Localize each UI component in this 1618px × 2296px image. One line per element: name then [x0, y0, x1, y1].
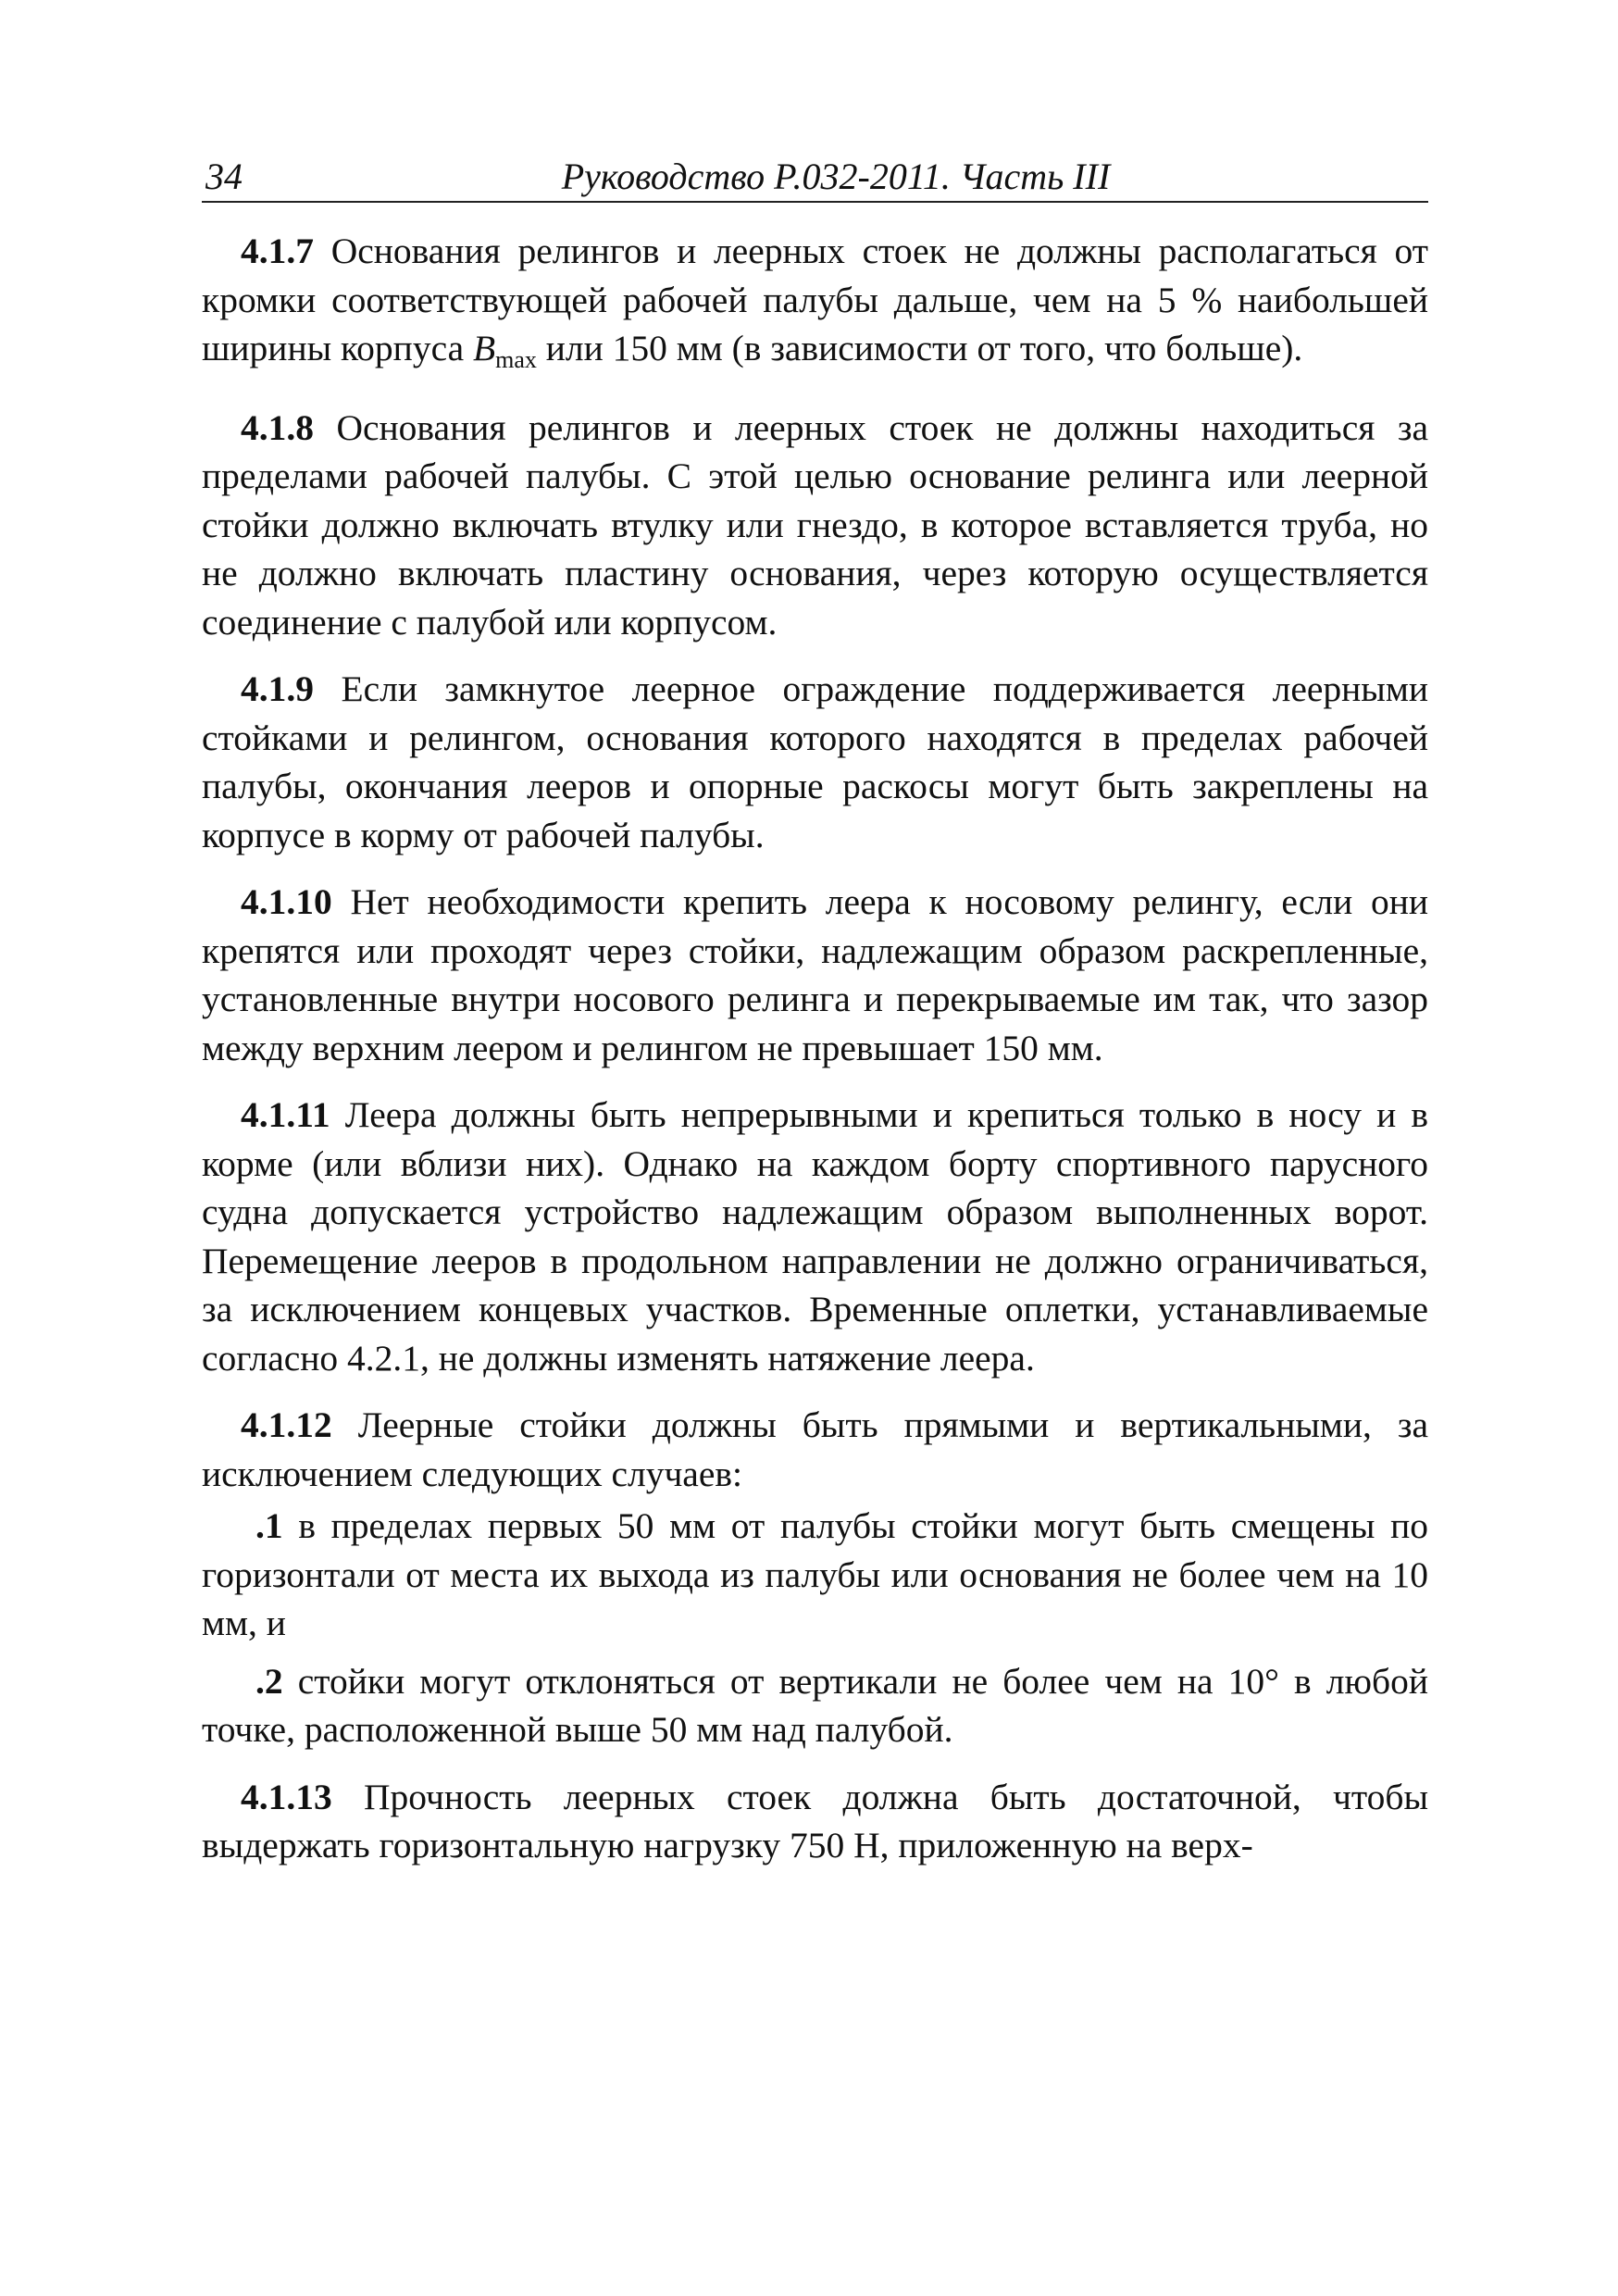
variable-symbol: B — [473, 328, 496, 368]
paragraph-4-1-9 — [202, 665, 1428, 859]
paragraph-4-1-11 — [202, 1091, 1428, 1382]
paragraph-text: Если замкнутое леерное ограждение поддерживается леерными стойками и релингом, основания которого находятся в пределах рабочей палубы, окончания лееров и опорные раскосы могут быть закреплены на корпусе в корму от рабочей палубы. — [202, 668, 1428, 855]
list-item — [202, 1657, 1428, 1754]
item-number: .2 — [255, 1660, 283, 1702]
section-number: 4.1.13 — [241, 1776, 332, 1817]
page-header — [202, 153, 1428, 203]
page-number: 34 — [205, 156, 243, 197]
paragraph-4-1-13 — [202, 1773, 1428, 1870]
section-number: 4.1.9 — [241, 668, 314, 709]
paragraph-text: Леерные стойки должны быть прямыми и вертикальными, за исключением следующих случаев: — [202, 1404, 1428, 1494]
section-number: 4.1.7 — [241, 231, 314, 271]
section-number: 4.1.10 — [241, 881, 332, 922]
item-text: в пределах первых 50 мм от палубы стойки могут быть смещены по горизонтали от места их выхода из палубы или основания не более чем на 10 мм, и — [202, 1505, 1428, 1643]
section-number: 4.1.8 — [241, 406, 314, 448]
document-page — [202, 153, 1428, 1889]
paragraph-text: Леера должны быть непрерывными и крепиться только в носу и в корме (или вблизи них). Однако на каждом борту спортивного парусного судна допускается устройство надлежащим образом выполненных ворот. Перемещение лееров в продольном направлении не должно ограничиваться, за исключением концевых участков. Временные оплетки, устанавливаемые согласно 4.2.1, не должны изменять натяжение леера. — [202, 1094, 1428, 1379]
paragraph-4-1-8 — [202, 404, 1428, 647]
paragraph-text: или 150 мм (в зависимости от того, что больше). — [536, 328, 1303, 368]
paragraph-4-1-10 — [202, 878, 1428, 1072]
list-item — [202, 1502, 1428, 1648]
paragraph-text: Основания релингов и леерных стоек не должны находиться за пределами рабочей палубы. С этой целью основание релинга или леерной стойки должно включать втулку или гнездо, в которое вставляется труба, но не должно включать пластину основания, через которую осуществляется соединение с палубой или корпусом. — [202, 406, 1428, 643]
paragraph-text: Нет необходимости крепить леера к носовому релингу, если они крепятся или проходят через стойки, надлежащим образом раскрепленные, установленные внутри носового релинга и перекрываемые им так, что зазор между верхним леером и релингом не превышает 150 мм. — [202, 881, 1428, 1068]
document-body — [202, 227, 1428, 1870]
running-title: Руководство Р.032-2011. Часть III — [561, 156, 1111, 197]
item-number: .1 — [255, 1505, 283, 1546]
paragraph-text: Основания релингов и леерных стоек не должны располагаться от кромки соответствующей рабочей палубы дальше, чем на 5 % наибольшей ширины корпуса — [202, 231, 1428, 368]
paragraph-4-1-12 — [202, 1401, 1428, 1498]
section-number: 4.1.11 — [241, 1094, 330, 1135]
variable-subscript: max — [495, 346, 537, 373]
section-number: 4.1.12 — [241, 1404, 332, 1445]
paragraph-text: Прочность леерных стоек должна быть достаточной, чтобы выдержать горизонтальную нагрузку 750 Н, приложенную на верх- — [202, 1776, 1428, 1866]
paragraph-4-1-7 — [202, 227, 1428, 385]
item-text: стойки могут отклоняться от вертикали не более чем на 10° в любой точке, расположенной выше 50 мм над палубой. — [202, 1660, 1428, 1750]
